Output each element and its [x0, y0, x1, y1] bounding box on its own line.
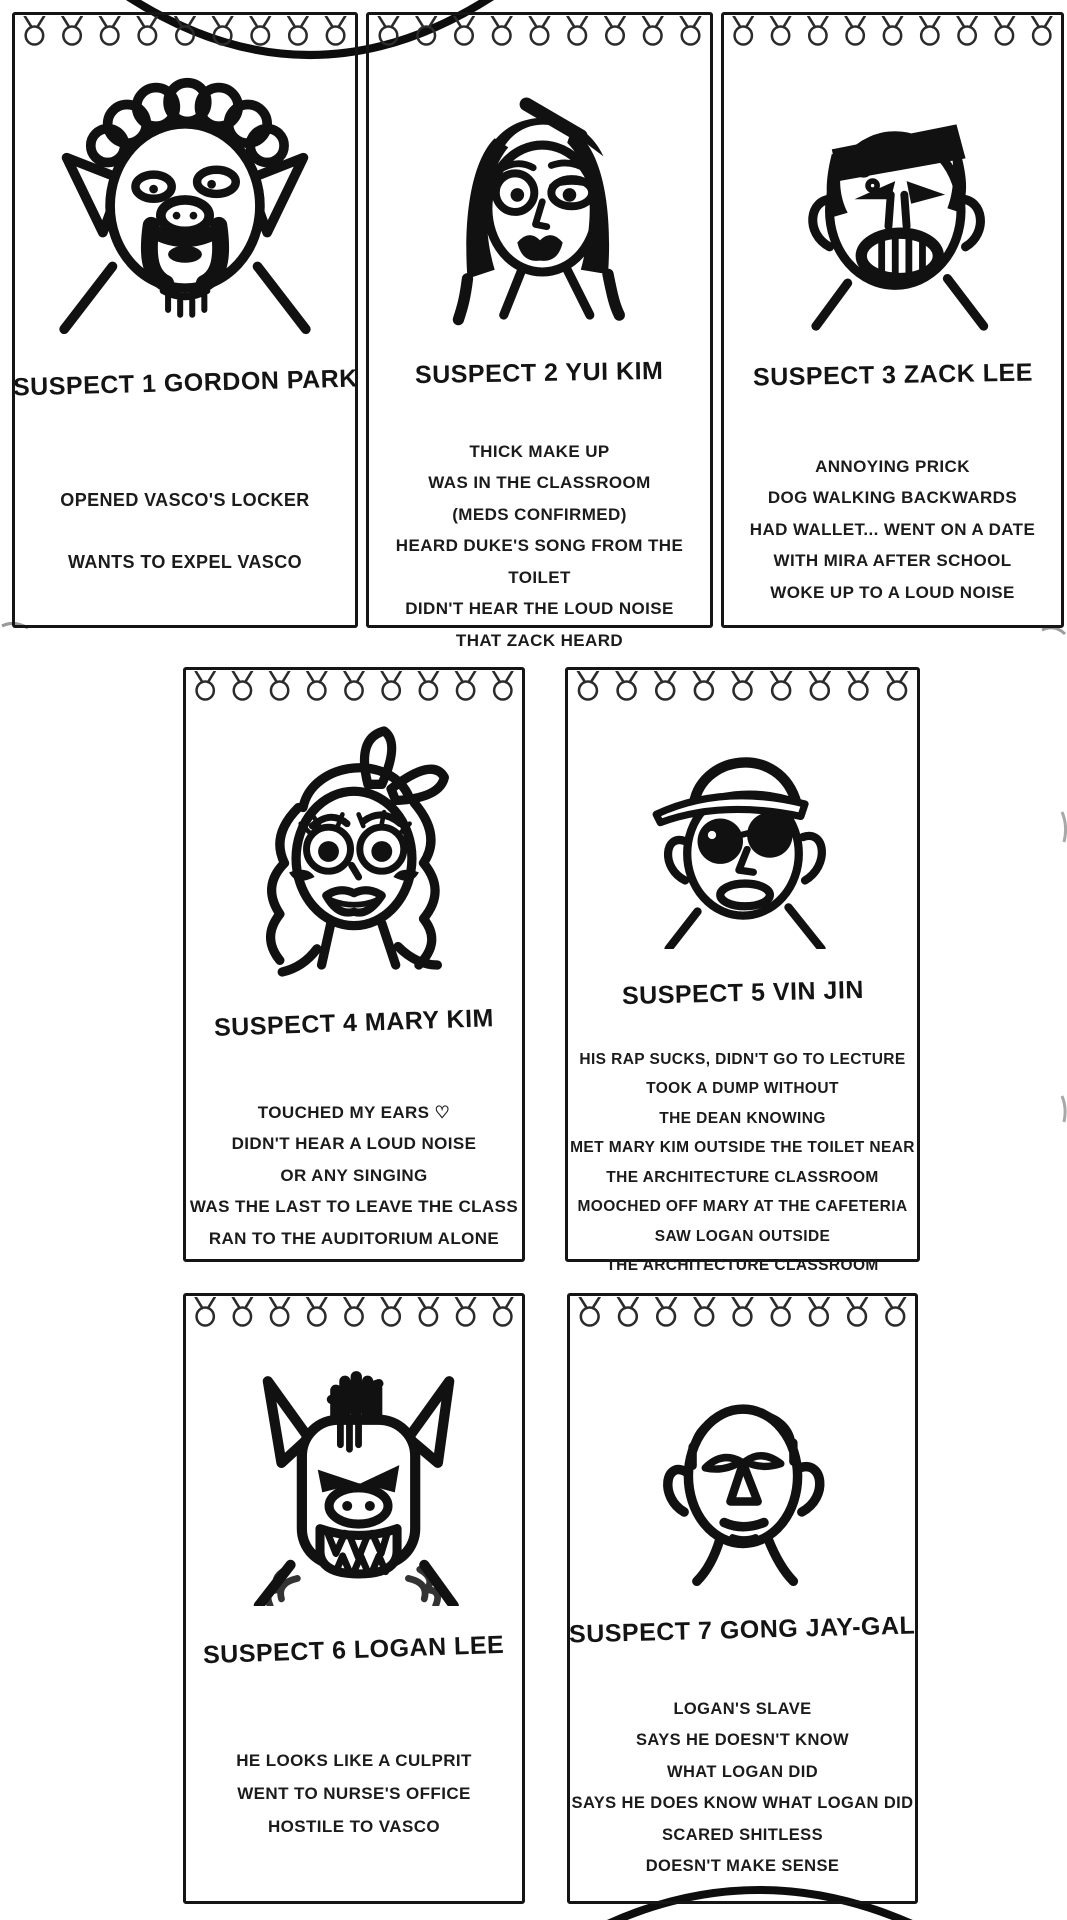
zack-lee-portrait: [724, 50, 1061, 337]
note-line: WITH MIRA AFTER SCHOOL: [773, 551, 1012, 570]
suspect-notes: [15, 469, 355, 593]
suspect-notes: [369, 436, 710, 657]
yui-kim-portrait: [369, 50, 710, 335]
suspect-title: SUSPECT 1 GORDON PARK: [12, 364, 358, 402]
note-line: HEARD DUKE'S SONG FROM THE TOILET: [395, 536, 684, 587]
vin-jin-portrait: [568, 705, 917, 955]
stray-mark-right-low: [1062, 1096, 1065, 1122]
note-line: HOSTILE TO VASCO: [267, 1816, 440, 1836]
spiral-binding-icon: [568, 671, 917, 705]
note-line: MET MARY KIM OUTSIDE THE TOILET NEAR: [570, 1139, 915, 1156]
suspect-notes: [570, 1694, 915, 1883]
suspect-notes: [724, 451, 1061, 609]
note-line: DOESN'T MAKE SENSE: [645, 1857, 840, 1875]
suspect-title: SUSPECT 2 YUI KIM: [415, 356, 664, 389]
suspect-notes: [186, 1097, 522, 1255]
spiral-binding-icon: [15, 16, 355, 50]
spiral-binding-icon: [186, 671, 522, 705]
spiral-binding-icon: [570, 1297, 915, 1331]
suspect-card-zack-lee: [721, 12, 1064, 628]
note-line: ANNOYING PRICK: [815, 456, 970, 476]
note-line: WAS IN THE CLASSROOM: [428, 473, 651, 492]
note-line: HIS RAP SUCKS, DIDN'T GO TO LECTURE: [579, 1050, 906, 1068]
note-line: LOGAN'S SLAVE: [673, 1699, 812, 1718]
suspect-card-logan-lee: [183, 1293, 525, 1904]
note-line: WANTS TO EXPEL VASCO: [67, 551, 303, 572]
suspect-card-mary-kim: [183, 667, 525, 1262]
note-line: SAYS HE DOESN'T KNOW: [635, 1731, 849, 1749]
suspect-card-gordon-park: [12, 12, 358, 628]
suspect-title: SUSPECT 4 MARY KIM: [213, 1003, 495, 1042]
note-line: THE ARCHITECTURE CLASSROOM: [606, 1257, 879, 1274]
note-line: SCARED SHITLESS: [662, 1825, 823, 1844]
note-line: WHAT LOGAN DID: [666, 1762, 819, 1781]
suspect-title: SUSPECT 5 VIN JIN: [621, 975, 864, 1010]
note-line: THICK MAKE UP: [469, 441, 610, 461]
note-line: (MEDS CONFIRMED): [452, 504, 627, 524]
note-line: MOOCHED OFF MARY AT THE CAFETERIA: [577, 1198, 908, 1215]
note-line: WOKE UP TO A LOUD NOISE: [770, 582, 1015, 602]
note-line: TOOK A DUMP WITHOUT: [646, 1080, 839, 1097]
note-line: TOUCHED MY EARS ♡: [257, 1102, 451, 1122]
note-line: HE LOOKS LIKE A CULPRIT: [236, 1750, 472, 1770]
suspect-title: SUSPECT 6 LOGAN LEE: [202, 1630, 506, 1669]
gordon-park-portrait: [15, 50, 355, 345]
note-line: THAT ZACK HEARD: [455, 630, 624, 650]
suspect-card-vin-jin: [565, 667, 920, 1274]
mary-kim-portrait: [186, 705, 522, 985]
note-line: THE ARCHITECTURE CLASSROOM: [606, 1168, 879, 1186]
note-line: HAD WALLET... WENT ON A DATE: [749, 519, 1036, 539]
note-line: SAYS HE DOES KNOW WHAT LOGAN DID: [571, 1794, 914, 1812]
stray-mark-right-mid: [1062, 812, 1066, 842]
suspect-card-yui-kim: [366, 12, 713, 650]
note-line: RAN TO THE AUDITORIUM ALONE: [208, 1228, 500, 1248]
suspect-card-gong-jay-gal: [567, 1293, 918, 1904]
suspect-title: SUSPECT 7 GONG JAY-GAL: [569, 1611, 916, 1649]
note-line: WAS THE LAST TO LEAVE THE CLASS: [189, 1197, 519, 1216]
logan-lee-portrait: [186, 1331, 522, 1612]
suspect-title: SUSPECT 3 ZACK LEE: [752, 358, 1033, 392]
note-line: OR ANY SINGING: [280, 1165, 428, 1185]
note-line: WENT TO NURSE'S OFFICE: [237, 1783, 471, 1803]
gong-jay-gal-portrait: [570, 1331, 915, 1592]
spiral-binding-icon: [369, 16, 710, 50]
spiral-binding-icon: [186, 1297, 522, 1331]
spiral-binding-icon: [724, 16, 1061, 50]
note-line: THE DEAN KNOWING: [659, 1109, 826, 1127]
note-line: DOG WALKING BACKWARDS: [767, 488, 1018, 507]
stray-mark-right-top: [1042, 628, 1065, 634]
note-line: OPENED VASCO'S LOCKER: [60, 489, 310, 510]
suspect-notes: [568, 1045, 917, 1281]
note-line: DIDN'T HEAR A LOUD NOISE: [231, 1134, 477, 1153]
note-line: SAW LOGAN OUTSIDE: [654, 1227, 831, 1245]
suspect-notes: [186, 1744, 522, 1843]
note-line: DIDN'T HEAR THE LOUD NOISE: [405, 599, 674, 618]
